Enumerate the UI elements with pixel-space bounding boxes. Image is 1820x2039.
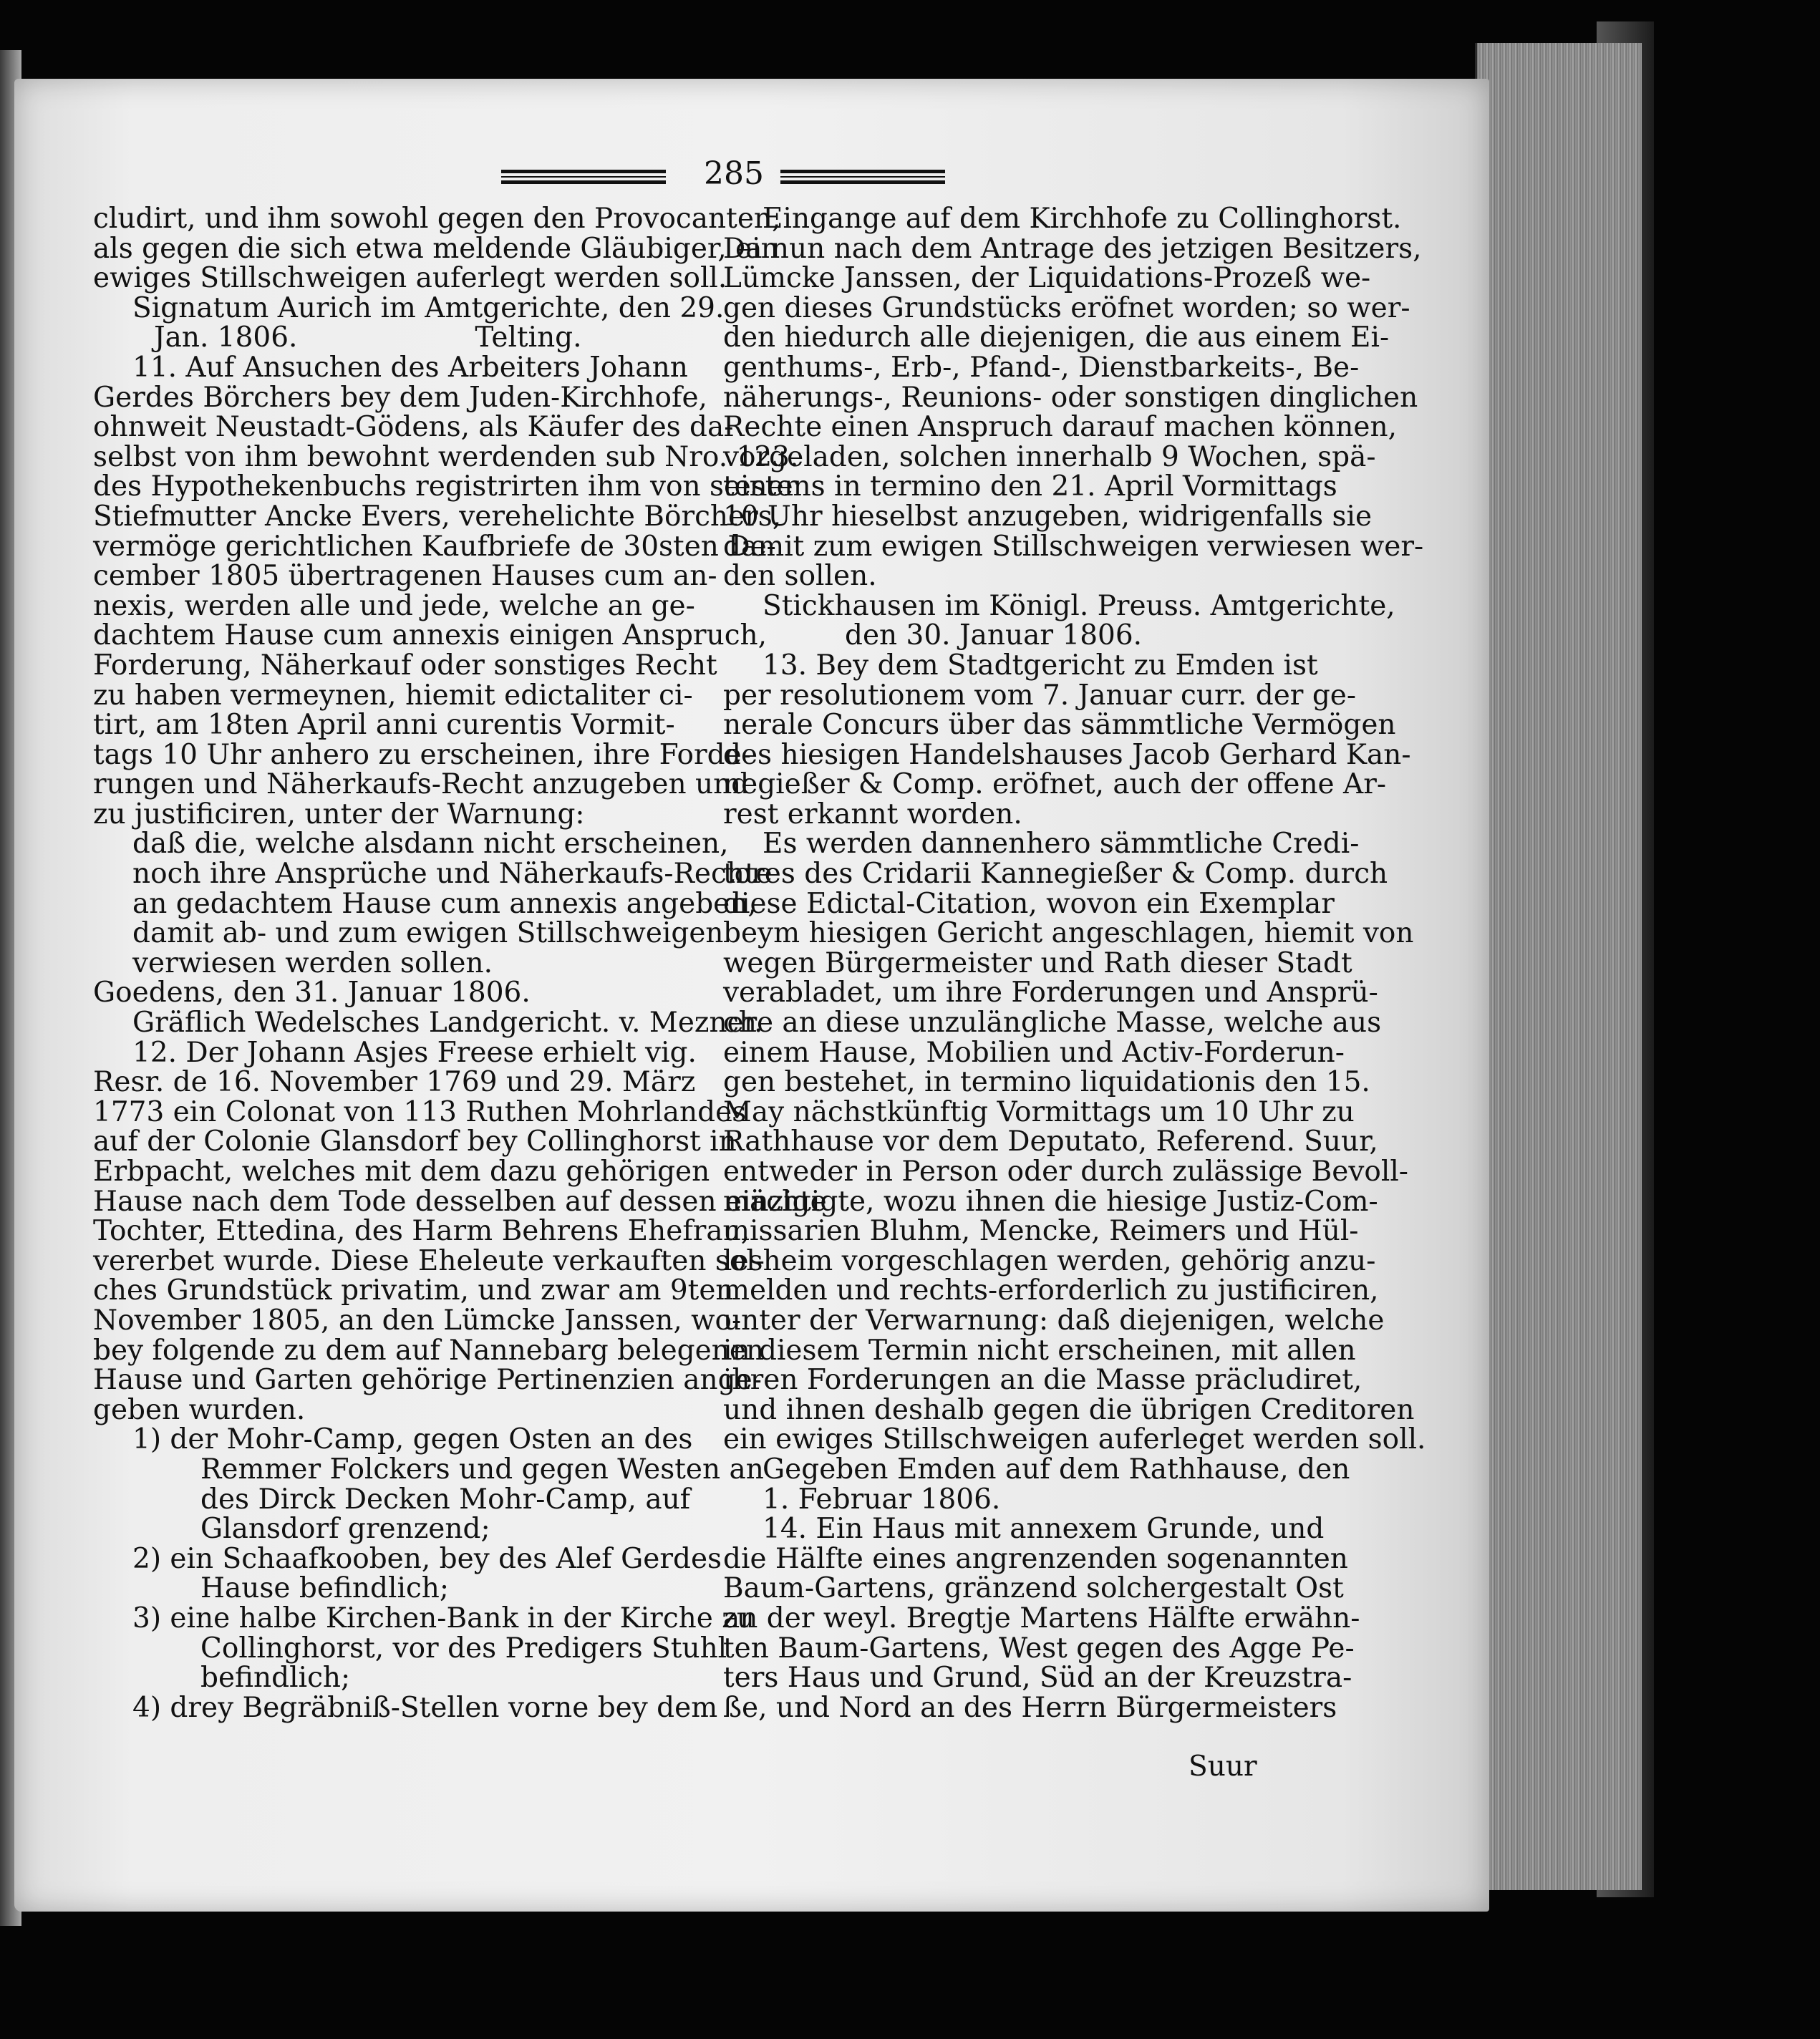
text-line: tags 10 Uhr anhero zu erscheinen, ihre Forde- [93, 738, 751, 771]
text-line: ten Baum-Gartens, West gegen des Agge Pe- [723, 1632, 1355, 1665]
text-line: vorgeladen, solchen innerhalb 9 Wochen, spä- [723, 440, 1376, 473]
text-line: Hause nach dem Tode desselben auf dessen einzige [93, 1185, 827, 1218]
text-line: mächtigte, wozu ihnen die hiesige Justiz-Com- [723, 1185, 1378, 1218]
text-line: unter der Verwarnung: daß diejenigen, welche [723, 1304, 1385, 1337]
text-line: che an diese unzulängliche Masse, welche aus [723, 1007, 1382, 1040]
text-line: genthums-, Erb-, Pfand-, Dienstbarkeits-, Be- [723, 351, 1360, 384]
text-line: 1) der Mohr-Camp, gegen Osten an des [132, 1423, 693, 1456]
text-line: dachtem Hause cum annexis einigen Anspruch, [93, 619, 768, 652]
text-line: Da nun nach dem Antrage des jetzigen Besitzers, [723, 232, 1422, 265]
text-line: 10 Uhr hieselbst anzugeben, widrigenfalls sie [723, 500, 1373, 533]
text-line: an gedachtem Hause cum annexis angeben, [132, 887, 757, 920]
header-rule-left [501, 170, 666, 184]
text-line: missarien Bluhm, Mencke, Reimers und Hül- [723, 1215, 1359, 1248]
text-line: in diesem Termin nicht erscheinen, mit allen [723, 1334, 1356, 1367]
text-line: rest erkannt worden. [723, 798, 1022, 830]
text-line: Goedens, den 31. Januar 1806. [93, 977, 531, 1009]
text-line: cludirt, und ihm sowohl gegen den Provocanten, [93, 203, 781, 235]
text-line: diese Edictal-Citation, wovon ein Exemplar [723, 887, 1335, 920]
text-line: Remmer Folckers und gegen Westen an [200, 1453, 764, 1486]
text-line: wegen Bürgermeister und Rath dieser Stadt [723, 946, 1352, 979]
text-line: melden und rechts-erforderlich zu justificiren, [723, 1274, 1379, 1307]
text-line: gen bestehet, in termino liquidationis den 15. [723, 1066, 1370, 1099]
text-line: Forderung, Näherkauf oder sonstiges Recht [93, 649, 717, 682]
text-line: den hiedurch alle diejenigen, die aus einem Ei- [723, 321, 1390, 354]
text-line: auf der Colonie Glansdorf bey Collinghorst in [93, 1125, 737, 1158]
text-line: verwiesen werden sollen. [132, 946, 493, 979]
text-line: cember 1805 übertragenen Hauses cum an- [93, 560, 717, 593]
text-line: 3) eine halbe Kirchen-Bank in der Kirche zu [132, 1602, 755, 1634]
text-line: Baum-Gartens, gränzend solchergestalt Ost [723, 1572, 1344, 1605]
text-line: den 30. Januar 1806. [845, 619, 1143, 652]
text-line: den sollen. [723, 560, 877, 593]
text-line: 14. Ein Haus mit annexem Grunde, und [763, 1513, 1325, 1546]
text-line: Gerdes Börchers bey dem Juden-Kirchhofe, [93, 381, 707, 414]
text-line: gen dieses Grundstücks eröfnet worden; so wer- [723, 291, 1410, 324]
text-line: nerale Concurs über das sämmtliche Vermögen [723, 709, 1396, 742]
text-line: tirt, am 18ten April anni curentis Vormit- [93, 709, 675, 742]
text-line: Hause und Garten gehörige Pertinenzien ange- [93, 1364, 762, 1397]
header-rule-right [780, 170, 945, 184]
text-line: November 1805, an den Lümcke Janssen, wo- [93, 1304, 742, 1337]
text-line: zu justificiren, unter der Warnung: [93, 798, 585, 830]
text-line: ße, und Nord an des Herrn Bürgermeisters [723, 1691, 1337, 1724]
text-line: Eingange auf dem Kirchhofe zu Collinghorst. [763, 203, 1402, 235]
text-line: geben wurden. [93, 1393, 306, 1426]
text-line: Gräflich Wedelsches Landgericht. v. Mezner. [132, 1007, 763, 1040]
text-line: per resolutionem vom 7. Januar curr. der ge- [723, 679, 1357, 712]
text-line: Jan. 1806. Telting. [154, 321, 582, 354]
text-line: negießer & Comp. eröfnet, auch der offene Ar- [723, 768, 1387, 801]
text-line: einem Hause, Mobilien und Activ-Forderun- [723, 1036, 1345, 1069]
text-line: 11. Auf Ansuchen des Arbeiters Johann [132, 351, 688, 384]
text-line: ohnweit Neustadt-Gödens, als Käufer des da- [93, 411, 734, 444]
text-line: ein ewiges Stillschweigen auferleget werden soll. [723, 1423, 1426, 1456]
left-text-column [93, 203, 827, 1724]
text-line: entweder in Person oder durch zulässige Bevoll- [723, 1156, 1408, 1188]
text-line: 1773 ein Colonat von 113 Ruthen Mohrlandes [93, 1095, 747, 1128]
text-line: ters Haus und Grund, Süd an der Kreuzstra- [723, 1662, 1352, 1695]
text-line: verabladet, um ihre Forderungen und Ansprü- [723, 977, 1378, 1009]
text-line: vermöge gerichtlichen Kaufbriefe de 30sten De- [93, 530, 776, 563]
text-line: rungen und Näherkaufs-Recht anzugeben und [93, 768, 750, 801]
text-line: 4) drey Begräbniß-Stellen vorne bey dem [132, 1691, 718, 1724]
text-line: Es werden dannenhero sämmtliche Credi- [763, 828, 1360, 861]
text-line: zu haben vermeynen, hiemit edictaliter ci- [93, 679, 693, 712]
text-line: die Hälfte eines angrenzenden sogenannten [723, 1542, 1348, 1575]
text-line: daß die, welche alsdann nicht erscheinen, [132, 828, 729, 861]
text-line: ches Grundstück privatim, und zwar am 9ten [93, 1274, 734, 1307]
text-line: und ihnen deshalb gegen die übrigen Creditoren [723, 1393, 1415, 1426]
text-line: als gegen die sich etwa meldende Gläubiger, ein [93, 232, 779, 265]
text-line: noch ihre Ansprüche und Näherkaufs-Rechte [132, 858, 773, 891]
text-line: damit ab- und zum ewigen Stillschweigen [132, 917, 724, 950]
text-line: Hause befindlich; [200, 1572, 450, 1605]
text-line: Gegeben Emden auf dem Rathhause, den [763, 1453, 1350, 1486]
page-stack-edge [1475, 43, 1642, 1890]
text-line: Tochter, Ettedina, des Harm Behrens Ehefrau, [93, 1215, 750, 1248]
text-line: May nächstkünftig Vormittags um 10 Uhr zu [723, 1095, 1355, 1128]
text-line: des hiesigen Handelshauses Jacob Gerhard Kan- [723, 738, 1411, 771]
text-line: damit zum ewigen Stillschweigen verwiesen wer- [723, 530, 1424, 563]
text-line: testens in termino den 21. April Vormittags [723, 470, 1337, 503]
text-line: des Hypothekenbuchs registrirten ihm von seiner [93, 470, 798, 503]
text-line: Erbpacht, welches mit dem dazu gehörigen [93, 1156, 710, 1188]
text-line: Stiefmutter Ancke Evers, verehelichte Börchers, [93, 500, 782, 533]
text-line: Rathhause vor dem Deputato, Referend. Suur, [723, 1125, 1378, 1158]
text-line: 13. Bey dem Stadtgericht zu Emden ist [763, 649, 1318, 682]
text-line: näherungs-, Reunions- oder sonstigen dinglichen [723, 381, 1418, 414]
text-line: Glansdorf grenzend; [200, 1513, 490, 1546]
text-line: des Dirck Decken Mohr-Camp, auf [200, 1483, 691, 1516]
text-line: an der weyl. Bregtje Martens Hälfte erwähn- [723, 1602, 1360, 1634]
right-text-column [723, 203, 1426, 1724]
text-line: befindlich; [200, 1662, 351, 1695]
text-line: Resr. de 16. November 1769 und 29. März [93, 1066, 696, 1099]
text-line: selbst von ihm bewohnt werdenden sub Nro. 123. [93, 440, 799, 473]
text-line: 2) ein Schaafkooben, bey des Alef Gerdes [132, 1542, 722, 1575]
text-line: Signatum Aurich im Amtgerichte, den 29. [132, 291, 725, 324]
text-line: 12. Der Johann Asjes Freese erhielt vig. [132, 1036, 697, 1069]
text-line: Stickhausen im Königl. Preuss. Amtgerichte, [763, 589, 1395, 622]
catchword: Suur [1189, 1750, 1257, 1783]
text-line: vererbet wurde. Diese Eheleute verkauften sol- [93, 1244, 765, 1277]
text-line: tores des Cridarii Kannegießer & Comp. durch [723, 858, 1388, 891]
text-line: Rechte einen Anspruch darauf machen können, [723, 411, 1397, 444]
text-line: bey folgende zu dem auf Nannebarg belegenen [93, 1334, 765, 1367]
text-line: Collinghorst, vor des Predigers Stuhl [200, 1632, 727, 1665]
text-line: ewiges Stillschweigen auferlegt werden soll. [93, 262, 727, 295]
text-line: nexis, werden alle und jede, welche an ge- [93, 589, 695, 622]
text-line: ihren Forderungen an die Masse präcludiret, [723, 1364, 1362, 1397]
page-header [501, 155, 967, 197]
text-line: Lümcke Janssen, der Liquidations-Prozeß we- [723, 262, 1371, 295]
text-line: 1. Februar 1806. [763, 1483, 1001, 1516]
text-line: lesheim vorgeschlagen werden, gehörig anzu- [723, 1244, 1376, 1277]
text-line: beym hiesigen Gericht angeschlagen, hiemit von [723, 917, 1414, 950]
page-number: 285 [704, 155, 764, 192]
